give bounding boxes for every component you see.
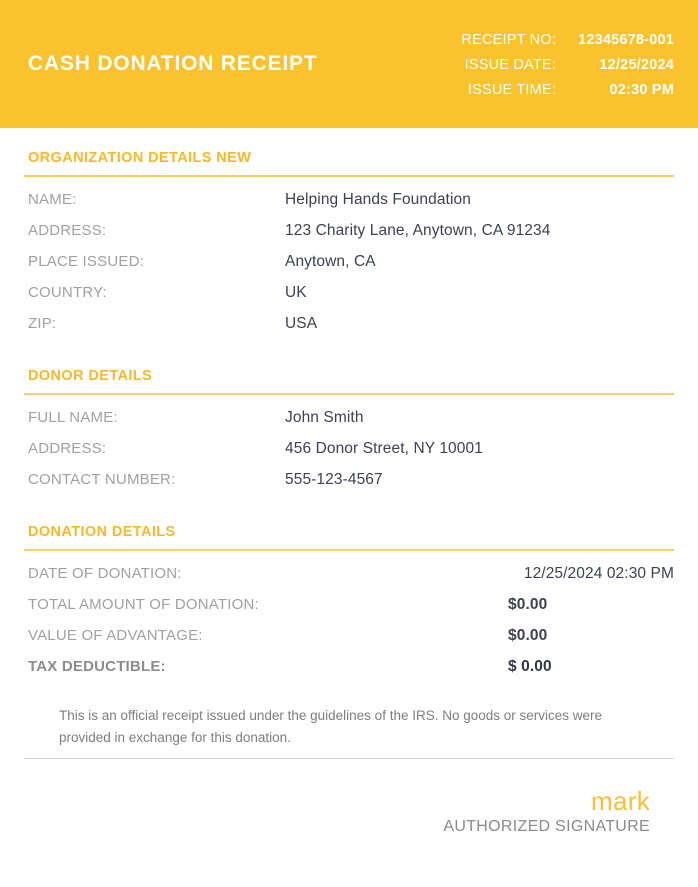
- tax-deductible-value: $ 0.00: [508, 658, 552, 675]
- table-row: [24, 222, 674, 253]
- table-row: [24, 253, 674, 284]
- table-row: [24, 315, 674, 346]
- receipt-body: [0, 150, 698, 836]
- signature-block: [24, 786, 674, 837]
- header-meta-block: [444, 30, 674, 98]
- table-row: [24, 409, 674, 440]
- org-address-label: ADDRESS:: [28, 222, 107, 239]
- table-row: [24, 627, 674, 658]
- donation-date-value: 12/25/2024 02:30 PM: [523, 565, 674, 582]
- table-row: [24, 565, 674, 596]
- table-row: [24, 658, 674, 689]
- donor-contact-number-label: CONTACT NUMBER:: [28, 471, 176, 488]
- total-amount-label: TOTAL AMOUNT OF DONATION:: [28, 596, 259, 613]
- donor-rows: [24, 409, 674, 502]
- table-row: [24, 191, 674, 222]
- org-place-issued-value: Anytown, CA: [285, 253, 376, 270]
- organization-rows: [24, 191, 674, 346]
- irs-disclaimer-text: This is an official receipt issued under the guidelines of the IRS. No goods or services were provided in exchange for this donation.: [59, 708, 603, 745]
- table-row: [24, 596, 674, 627]
- org-address-value: 123 Charity Lane, Anytown, CA 91234: [285, 222, 551, 239]
- tax-deductible-label: TAX DEDUCTIBLE:: [28, 658, 166, 675]
- org-zip-value: USA: [285, 315, 318, 332]
- donor-full-name-label: FULL NAME:: [28, 409, 118, 426]
- organization-details-section: [24, 150, 674, 346]
- donation-date-label: DATE OF DONATION:: [28, 565, 182, 582]
- authorized-signature-caption: AUTHORIZED SIGNATURE: [443, 818, 650, 836]
- org-place-issued-label: PLACE ISSUED:: [28, 253, 144, 270]
- issue-date-row: [444, 57, 674, 73]
- org-country-label: COUNTRY:: [28, 284, 107, 301]
- page-title: CASH DONATION RECEIPT: [28, 52, 318, 75]
- receipt-number-value: 12345678-001: [578, 32, 674, 48]
- issue-date-label: ISSUE DATE:: [464, 57, 556, 73]
- org-country-value: UK: [285, 284, 307, 301]
- donor-divider: [24, 393, 674, 395]
- receipt-number-row: [444, 32, 674, 48]
- donation-rows: [24, 565, 674, 689]
- org-zip-label: ZIP:: [28, 315, 57, 332]
- donation-details-section: [24, 524, 674, 689]
- donor-details-title: DONOR DETAILS: [28, 368, 153, 384]
- signature-mark: mark: [591, 785, 650, 816]
- footer-divider: [24, 758, 674, 759]
- value-of-advantage-label: VALUE OF ADVANTAGE:: [28, 627, 203, 644]
- donor-address-label: ADDRESS:: [28, 440, 107, 457]
- issue-date-value: 12/25/2024: [599, 57, 674, 73]
- donation-details-title: DONATION DETAILS: [28, 524, 176, 540]
- org-name-label: NAME:: [28, 191, 77, 208]
- receipt-header: [0, 0, 698, 128]
- total-amount-value: $0.00: [508, 596, 548, 613]
- value-of-advantage-value: $0.00: [508, 627, 548, 644]
- donor-address-value: 456 Donor Street, NY 10001: [285, 440, 483, 457]
- donor-full-name-value: John Smith: [285, 409, 364, 426]
- organization-divider: [24, 175, 674, 177]
- donation-divider: [24, 549, 674, 551]
- donor-details-section: [24, 368, 674, 502]
- issue-time-label: ISSUE TIME:: [467, 82, 556, 98]
- organization-details-title: ORGANIZATION DETAILS NEW: [28, 150, 252, 166]
- org-name-value: Helping Hands Foundation: [285, 191, 471, 208]
- donor-contact-number-value: 555-123-4567: [285, 471, 383, 488]
- issue-time-value: 02:30 PM: [609, 82, 674, 98]
- table-row: [24, 284, 674, 315]
- table-row: [24, 471, 674, 502]
- issue-time-row: [444, 82, 674, 98]
- receipt-number-label: RECEIPT NO:: [461, 32, 556, 48]
- table-row: [24, 440, 674, 471]
